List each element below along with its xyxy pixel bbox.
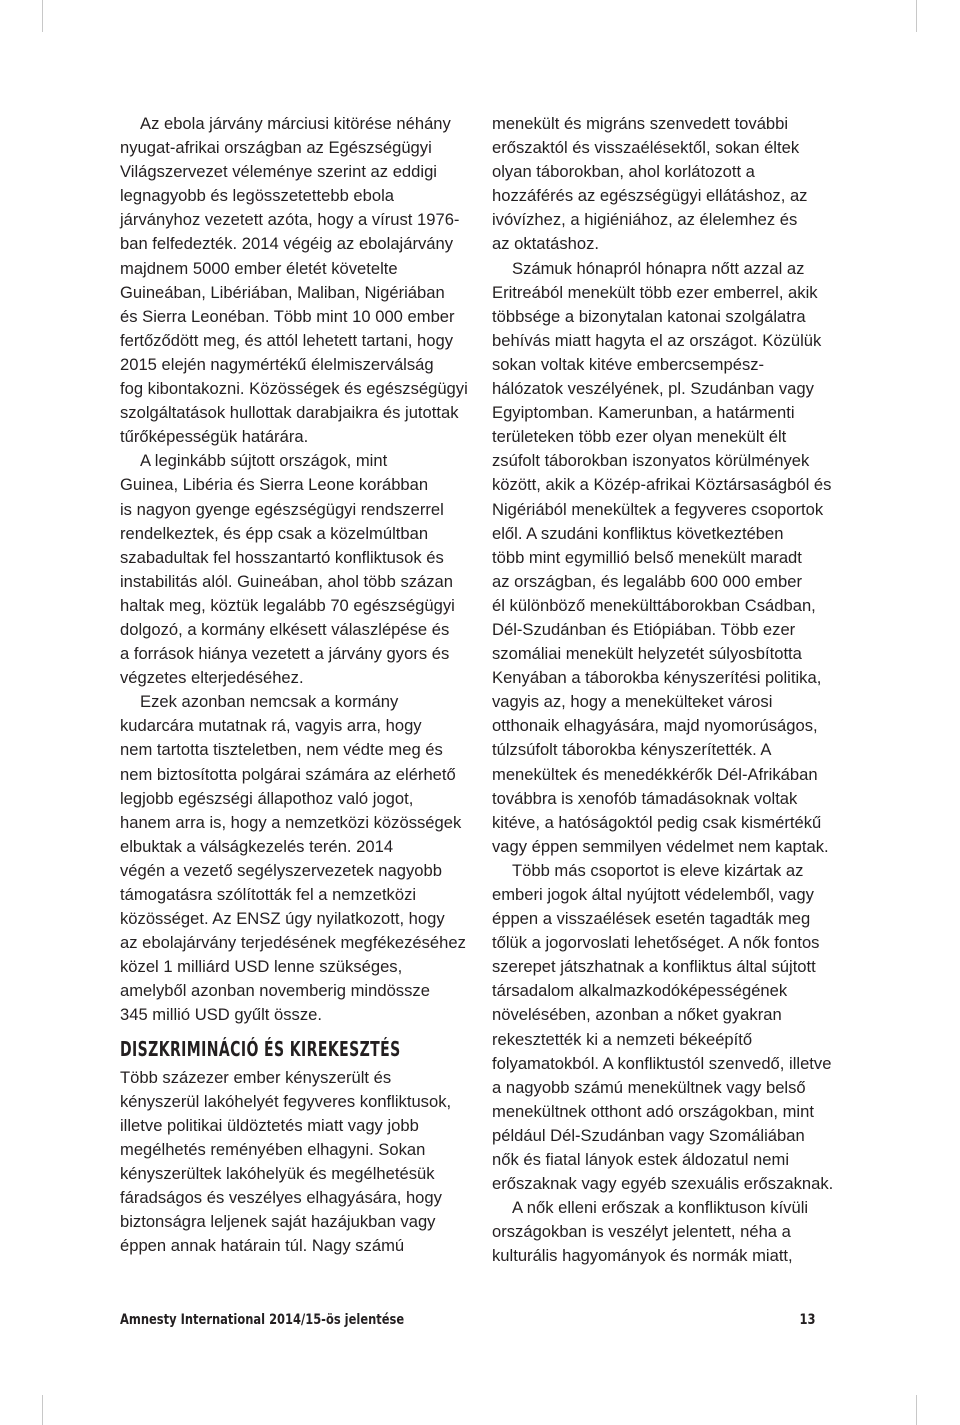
text-line: menekültnek otthont adó országokban, mint <box>492 1101 814 1121</box>
text-line: Eritreából menekült több ezer emberrel, akik <box>492 282 818 302</box>
text-line: éppen a visszaélések esetén tagadták meg <box>492 909 811 929</box>
text-line: fog kibontakozni. Közösségek és egészségügyi <box>120 379 468 399</box>
text-line: legnagyobb és legösszetettebb ebola <box>120 186 395 206</box>
text-line: illetve politikai üldöztetés miatt vagy jobb <box>120 1115 419 1135</box>
text-line: Kenyában a táborokba kényszerítési politika, <box>492 668 822 688</box>
text-line: Egyiptomban. Kamerunban, a határmenti <box>492 403 795 423</box>
text-line: országokban is veszélyt jelentett, néha a <box>492 1222 791 1242</box>
text-line: A leginkább sújtott országok, mint <box>140 451 388 471</box>
text-line: a források hiánya vezetett a járvány gyors és <box>120 644 450 664</box>
text-line: haltak meg, köztük legalább 70 egészségügyi <box>120 595 455 615</box>
text-line: is nagyon gyenge egészségügyi rendszerrel <box>120 499 444 519</box>
text-line: zsúfolt táborokban iszonyatos körülmények <box>492 451 810 471</box>
left-body-text <box>120 112 468 1028</box>
left-column <box>120 112 468 1258</box>
text-line: biztonságra leljenek saját hazájukban vagy <box>120 1212 436 1232</box>
text-line: Több százezer ember kényszerült és <box>120 1067 392 1087</box>
text-line: Ezek azonban nemcsak a kormány <box>140 692 399 712</box>
text-line: hálózatok veszélyének, pl. Szudánban vagy <box>492 379 814 399</box>
text-line: dolgozó, a kormány elkésett válaszlépése és <box>120 619 450 639</box>
left-section-text <box>120 1066 465 1259</box>
text-line: erőszaknak vagy egyéb szexuális erőszaknak. <box>492 1174 834 1194</box>
text-line: elől. A szudáni konfliktus következtében <box>492 523 784 543</box>
text-line: hanem arra is, hogy a nemzetközi közösségek <box>120 812 462 832</box>
text-line: társadalom alkalmazkodóképességének <box>492 981 788 1001</box>
text-line: nem biztosította polgárai számára az elérhető <box>120 764 456 784</box>
text-line: erőszaktól és visszaélésektől, sokan éltek <box>492 138 800 158</box>
page-number: 13 <box>799 1312 815 1328</box>
text-line: kényszerültek lakóhelyük és megélhetésük <box>120 1163 435 1183</box>
text-line: otthonaik elhagyására, majd nyomorúságos, <box>492 716 818 736</box>
text-line: menekültek és menedékkérők Dél-Afrikában <box>492 764 818 784</box>
text-line: az oktatáshoz. <box>492 234 600 254</box>
text-line: a nagyobb számú menekültnek vagy belső <box>492 1077 806 1097</box>
text-line: továbbra is xenofób támadásoknak voltak <box>492 788 798 808</box>
text-line: nők és fiatal lányok estek áldozatul nemi <box>492 1150 790 1170</box>
text-line: szerepet játszhatnak a konfliktus által sújtott <box>492 957 816 977</box>
crop-mark-top-left <box>42 0 43 32</box>
text-line: kudarcára mutatnak rá, vagyis arra, hogy <box>120 716 422 736</box>
text-line: Az ebola járvány márciusi kitörése néhány <box>140 114 451 133</box>
text-line: nem tartotta tiszteletben, nem védte meg és <box>120 740 443 760</box>
text-line: Több más csoportot is eleve kizártak az <box>512 860 804 880</box>
text-line: olyan táborokban, ahol korlátozott a <box>492 162 755 182</box>
text-line: rendelkeztek, és épp csak a közelmúltban <box>120 523 429 543</box>
text-line: vagyis az, hogy a menekülteket városi <box>492 692 773 712</box>
text-line: nyugat-afrikai országban az Egészségügyi <box>120 138 432 158</box>
text-line: fáradságos és veszélyes elhagyására, hogy <box>120 1188 442 1208</box>
text-line: 345 millió USD gyűlt össze. <box>120 1005 322 1025</box>
text-line: támogatásra szólították fel a nemzetközi <box>120 885 417 904</box>
text-line: legjobb egészségi állapothoz való jogot, <box>120 788 414 808</box>
text-line: szolgáltatások hullottak darabjaikra és jutottak <box>120 403 459 423</box>
text-line: emberi jogok által nyújtott védelemből, vagy <box>492 885 814 904</box>
text-line: megélhetés reményében elhagyni. Sokan <box>120 1139 426 1159</box>
text-line: Számuk hónapról hónapra nőtt azzal az <box>512 258 805 278</box>
text-line: túlzsúfolt táborokba kényszerítették. A <box>492 740 772 760</box>
text-line: elbuktak a válságkezelés terén. 2014 <box>120 836 394 856</box>
text-line: kitéve, a hatóságoktól pedig csak kismértékű <box>492 812 822 832</box>
text-line: folyamatokból. A konfliktustól szenvedő, illetve <box>492 1053 832 1073</box>
text-line: Dél-Szudánban és Etiópiában. Több ezer <box>492 619 796 639</box>
text-line: több mint egymillió belső menekült maradt <box>492 547 802 567</box>
text-line: Nigériából menekültek a fegyveres csoportok <box>492 499 824 519</box>
crop-mark-bottom-left <box>42 1395 43 1425</box>
text-line: végén a vezető segélyszervezetek nagyobb <box>120 860 442 880</box>
text-line: tűrőképességük határára. <box>120 427 309 447</box>
text-line: rekesztették ki a nemzeti békeépítő <box>492 1029 753 1049</box>
text-line: behívás miatt hagyta el az országot. Közülük <box>492 330 822 350</box>
text-line: ban felfedezték. 2014 végéig az ebolajárvány <box>120 234 454 254</box>
text-line: többsége a bizonytalan katonai szolgálatra <box>492 306 806 326</box>
text-line: amelyből azonban novemberig mindössze <box>120 981 430 1001</box>
text-line: területeken több ezer olyan menekült élt <box>492 427 787 447</box>
text-line: Világszervezet véleménye szerint az eddigi <box>120 162 437 182</box>
text-line: él különböző menekülttáborokban Csádban, <box>492 595 816 615</box>
page-footer <box>120 1312 815 1328</box>
text-line: az ebolajárvány terjedésének megfékezéséhez <box>120 933 466 953</box>
crop-mark-bottom-right <box>916 1395 917 1425</box>
text-line: kényszerül lakóhelyét fegyveres konfliktusok, <box>120 1091 452 1111</box>
text-line: 2015 elején nagymértékű élelmiszerválság <box>120 354 434 374</box>
text-line: járványhoz vezetett azóta, hogy a vírust 1976- <box>120 210 460 230</box>
text-line: hozzáférés az egészségügyi ellátáshoz, az <box>492 186 808 206</box>
text-line: Guinea, Libéria és Sierra Leone korábban <box>120 475 429 495</box>
right-body-text <box>492 112 837 1269</box>
text-line: Guineában, Libériában, Maliban, Nigériában <box>120 282 445 302</box>
text-line: menekült és migráns szenvedett további <box>492 114 789 133</box>
text-line: között, akik a Közép-afrikai Köztársaságból és <box>492 475 832 495</box>
crop-mark-top-right <box>916 0 917 32</box>
right-column <box>492 112 837 1269</box>
text-line: ivóvízhez, a higiéniához, az élelemhez és <box>492 210 798 230</box>
text-line: közösséget. Az ENSZ úgy nyilatkozott, hogy <box>120 909 445 929</box>
footer-title: Amnesty International 2014/15-ös jelentése <box>120 1312 405 1328</box>
text-line: például Dél-Szudánban vagy Szomáliában <box>492 1125 805 1145</box>
text-line: tőlük a jogorvoslati lehetőséget. A nők fontos <box>492 933 820 953</box>
text-line: közel 1 milliárd USD lenne szükséges, <box>120 957 403 977</box>
text-line: sokan voltak kitéve embercsempész- <box>492 354 765 374</box>
text-line: majdnem 5000 ember életét követelte <box>120 258 398 278</box>
text-line: fertőződött meg, és attól lehetett tartani, hogy <box>120 330 453 350</box>
text-line: az országban, és legalább 600 000 ember <box>492 571 802 591</box>
text-line: instabilitás alól. Guineában, ahol több százan <box>120 571 454 591</box>
text-line: A nők elleni erőszak a konfliktuson kívüli <box>512 1198 809 1218</box>
text-line: szabadultak fel hosszantartó konfliktusok és <box>120 547 444 567</box>
text-line: kulturális hagyományok és normák miatt, <box>492 1246 793 1266</box>
text-line: és Sierra Leonéban. Több mint 10 000 ember <box>120 306 455 326</box>
text-line: éppen annak határain túl. Nagy számú <box>120 1236 405 1256</box>
text-line: vagy éppen semmilyen védelmet nem kaptak. <box>492 836 829 856</box>
text-line: szomáliai menekült helyzetét súlyosbította <box>492 644 802 664</box>
text-line: végzetes elterjedéséhez. <box>120 668 304 688</box>
text-line: növelésében, azonban a nőket gyakran <box>492 1005 782 1025</box>
section-heading: DISZKRIMINÁCIÓ ÉS KIREKESZTÉS <box>120 1036 401 1061</box>
